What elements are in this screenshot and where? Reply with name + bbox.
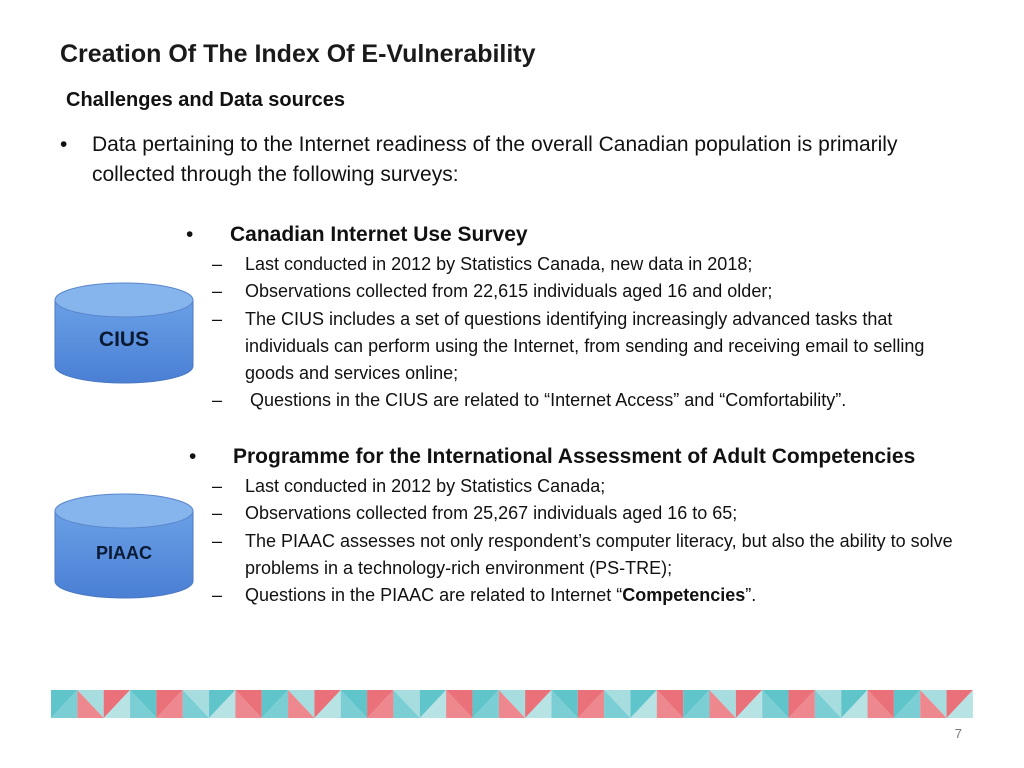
slide-title: Creation Of The Index Of E-Vulnerability	[60, 40, 536, 68]
competencies-emphasis: Competencies	[622, 585, 746, 606]
cius-item-text: Last conducted in 2012 by Statistics Canada, new data in 2018;	[245, 254, 753, 274]
piaac-database-icon	[54, 493, 194, 601]
list-item: – Observations collected from 25,267 individuals aged 16 to 65;	[212, 503, 738, 524]
list-item: – Observations collected from 22,615 individuals aged 16 and older;	[212, 281, 773, 302]
list-item: – Last conducted in 2012 by Statistics Canada, new data in 2018;	[212, 254, 753, 274]
piaac-heading	[189, 445, 916, 469]
intro-text: Data pertaining to the Internet readiness of the overall Canadian population is primarily collected through the following surveys:	[92, 133, 898, 186]
piaac-bullet: •	[189, 445, 197, 468]
list-item: – Questions in the CIUS are related to “Internet Access” and “Comfortability”.	[212, 390, 847, 411]
piaac-db-label: PIAAC	[95, 543, 152, 563]
intro-paragraph	[60, 130, 960, 190]
cius-item-text: Observations collected from 22,615 individuals aged 16 and older;	[245, 281, 773, 302]
piaac-item-text: Last conducted in 2012 by Statistics Canada;	[245, 476, 606, 496]
cius-heading-text: Canadian Internet Use Survey	[230, 223, 528, 246]
page-number: 7	[954, 726, 962, 741]
piaac-heading-text: Programme for the International Assessment of Adult Competencies	[233, 445, 916, 468]
cius-db-label: CIUS	[98, 328, 150, 351]
cius-bullet: •	[186, 223, 194, 246]
cius-database-icon	[54, 282, 194, 386]
list-item: – The CIUS includes a set of questions identifying increasingly advanced tasks that individuals can perform using the Internet, from sending and receiving email to selling goods and services online;	[212, 308, 925, 384]
intro-bullet: •	[60, 133, 68, 156]
list-item: – Last conducted in 2012 by Statistics Canada;	[212, 476, 606, 496]
piaac-details-list	[212, 473, 992, 609]
piaac-item-text: Questions in the PIAAC are related to Internet “Competencies”.	[245, 585, 757, 606]
cius-details-list	[212, 251, 952, 415]
cius-item-text: The CIUS includes a set of questions identifying increasingly advanced tasks that individuals can perform using the Internet, from sending and receiving email to selling goods and services online;	[245, 308, 925, 384]
list-item: – Questions in the PIAAC are related to Internet “Competencies”.	[212, 585, 757, 606]
slide-subtitle: Challenges and Data sources	[66, 89, 345, 111]
cius-heading	[186, 223, 528, 247]
cius-item-text: Questions in the CIUS are related to “Internet Access” and “Comfortability”.	[245, 390, 847, 411]
decorative-triangle-band	[51, 690, 973, 718]
list-item: – The PIAAC assesses not only respondent’s computer literacy, but also the ability to solve problems in a technology-rich environment (PS-TRE);	[212, 530, 953, 578]
piaac-item-text: Observations collected from 25,267 individuals aged 16 to 65;	[245, 503, 738, 524]
piaac-item-text: The PIAAC assesses not only respondent’s computer literacy, but also the ability to solve problems in a technology-rich environment (PS-TRE);	[245, 530, 953, 578]
